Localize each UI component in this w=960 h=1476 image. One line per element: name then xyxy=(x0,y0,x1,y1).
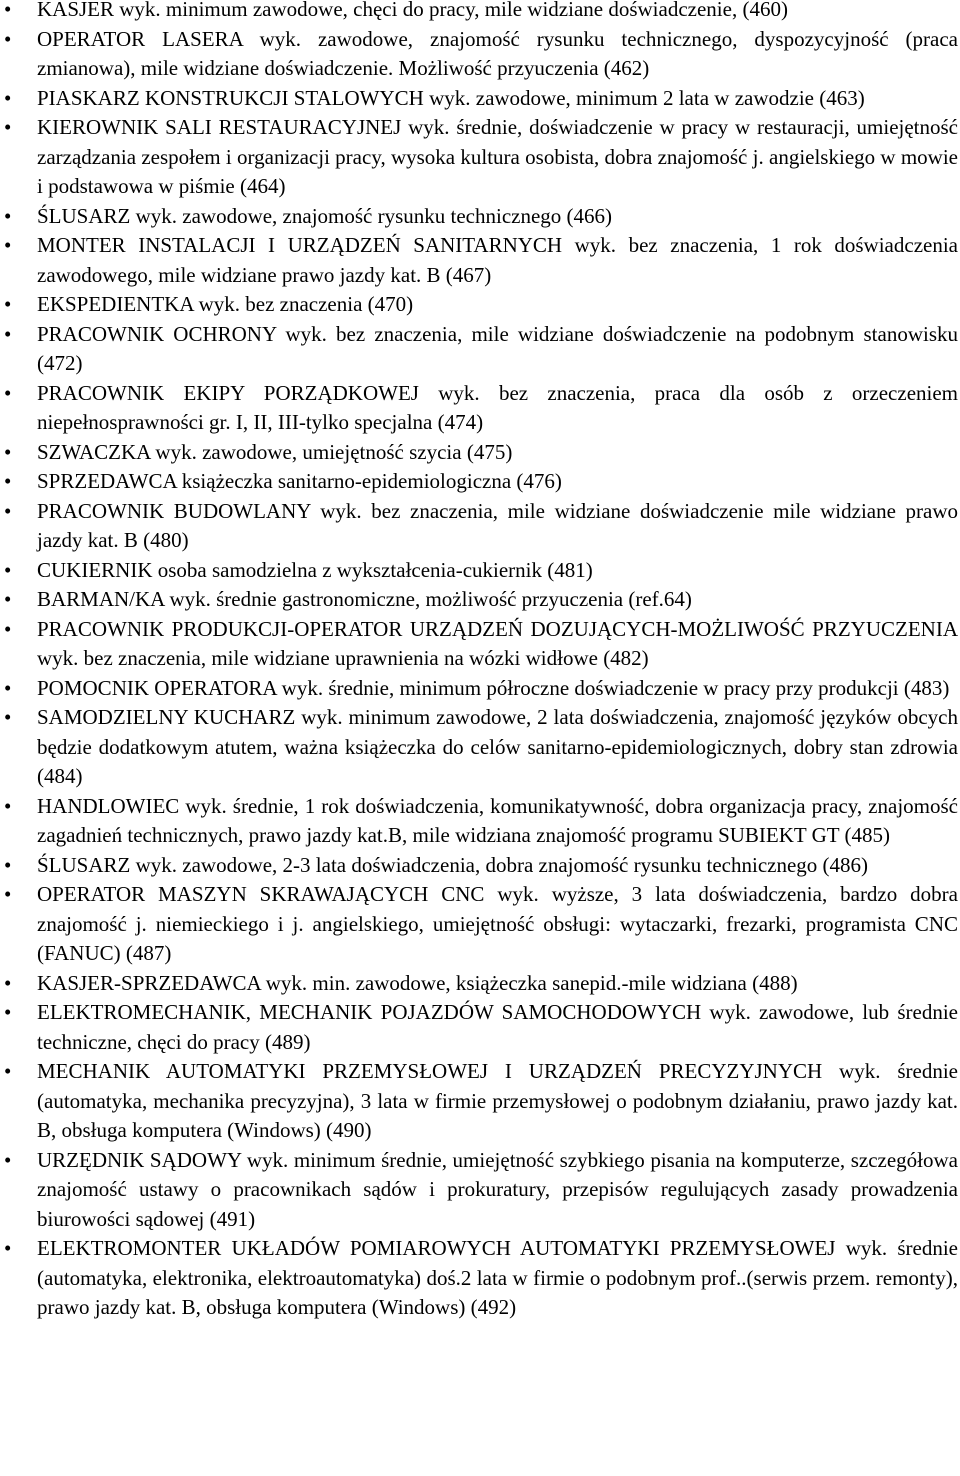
bullet-icon: • xyxy=(4,321,12,346)
bullet-icon: • xyxy=(4,970,12,995)
bullet-icon: • xyxy=(4,292,12,316)
list-item-text: SAMODZIELNY KUCHARZ wyk. minimum zawodowe, 2 lata doświadczenia, znajomość języków obcych będzie dodatkowym atutem, ważna książeczka do celów sanitarno-epidemiologicznych, dobry stan zdrowia (484) xyxy=(37,705,958,788)
list-item-text: OPERATOR MASZYN SKRAWAJĄCYCH CNC wyk. wyższe, 3 lata doświadczenia, bardzo dobra znajomość j. niemieckiego i j. angielskiego, umiejętność obsługi: wytaczarki, frezarki, programista CNC (FANUC) (487) xyxy=(37,882,958,965)
bullet-icon: • xyxy=(4,675,12,700)
list-item-text: SPRZEDAWCA książeczka sanitarno-epidemiologiczna (476) xyxy=(37,469,562,493)
bullet-icon: • xyxy=(4,439,12,464)
list-item-text: ELEKTROMECHANIK, MECHANIK POJAZDÓW SAMOCHODOWYCH wyk. zawodowe, lub średnie techniczne, chęci do pracy (489) xyxy=(37,1000,958,1054)
list-item xyxy=(0,969,960,999)
bullet-icon: • xyxy=(4,498,12,523)
list-item xyxy=(0,880,960,969)
list-item-text: ŚLUSARZ wyk. zawodowe, 2-3 lata doświadczenia, dobra znajomość rysunku technicznego (486) xyxy=(37,852,869,877)
list-item xyxy=(0,556,960,586)
list-item xyxy=(0,674,960,704)
bullet-icon: • xyxy=(4,1236,12,1260)
list-item-text: OPERATOR LASERA wyk. zawodowe, znajomość rysunku technicznego, dyspozycyjność (praca zmianowa), mile widziane doświadczenie. Możliwość przyuczenia (462) xyxy=(37,26,958,80)
list-item-text: PRACOWNIK OCHRONY wyk. bez znaczenia, mile widziane doświadczenie na podobnym stanowisku (472) xyxy=(37,321,958,375)
bullet-icon: • xyxy=(4,793,12,818)
list-item-text: PRACOWNIK PRODUKCJI-OPERATOR URZĄDZEŃ DOZUJĄCYCH-MOŻLIWOŚĆ PRZYUCZENIA wyk. bez znaczenia, mile widziane uprawnienia na wózki widłowe (482) xyxy=(37,616,958,670)
bullet-icon: • xyxy=(4,233,12,257)
list-item-text: CUKIERNIK osoba samodzielna z wykształcenia-cukiernik (481) xyxy=(37,557,593,582)
bullet-icon: • xyxy=(4,587,12,611)
list-item xyxy=(0,1234,960,1323)
list-item xyxy=(0,113,960,202)
list-item-text: POMOCNIK OPERATORA wyk. średnie, minimum półroczne doświadczenie w pracy przy produkcji (483) xyxy=(37,675,950,700)
bullet-icon: • xyxy=(4,1147,12,1172)
bullet-icon: • xyxy=(4,705,12,729)
bullet-icon: • xyxy=(4,557,12,582)
list-item-text: PIASKARZ KONSTRUKCJI STALOWYCH wyk. zawodowe, minimum 2 lata w zawodzie (463) xyxy=(37,85,865,110)
list-item xyxy=(0,231,960,290)
list-item-text: MECHANIK AUTOMATYKI PRZEMYSŁOWEJ I URZĄDZEŃ PRECYZYJNYCH wyk. średnie (automatyka, mechanika precyzyjna), 3 lata w firmie przemysłowej o podobnym działaniu, prawo jazdy kat. B, obsługa komputera (Windows) (490) xyxy=(37,1059,958,1142)
list-item-text: PRACOWNIK BUDOWLANY wyk. bez znaczenia, mile widziane doświadczenie mile widziane prawo jazdy kat. B (480) xyxy=(37,498,958,552)
list-item xyxy=(0,615,960,674)
list-item xyxy=(0,202,960,232)
list-item xyxy=(0,290,960,320)
list-item-text: URZĘDNIK SĄDOWY wyk. minimum średnie, umiejętność szybkiego pisania na komputerze, szczegółowa znajomość ustawy o pracownikach sądów i prokuratury, przepisów regulujących zasady prowadzenia biurowości sądowej (491) xyxy=(37,1147,958,1231)
list-item xyxy=(0,792,960,851)
list-item xyxy=(0,585,960,615)
list-item-text: KASJER-SPRZEDAWCA wyk. min. zawodowe, książeczka sanepid.-mile widziana (488) xyxy=(37,970,798,995)
list-item xyxy=(0,703,960,792)
bullet-icon: • xyxy=(4,85,12,110)
list-item-text: ŚLUSARZ wyk. zawodowe, znajomość rysunku technicznego (466) xyxy=(37,203,613,228)
list-item xyxy=(0,497,960,556)
bullet-icon: • xyxy=(4,469,12,493)
list-item-text: ELEKTROMONTER UKŁADÓW POMIAROWYCH AUTOMATYKI PRZEMYSŁOWEJ wyk. średnie (automatyka, elektronika, elektroautomatyka) doś.2 lata w firmie o podobnym prof..(serwis przem. remonty), prawo jazdy kat. B, obsługa komputera (Windows) (492) xyxy=(37,1236,958,1319)
list-item-text: EKSPEDIENTKA wyk. bez znaczenia (470) xyxy=(37,292,414,316)
list-item-text: KASJER wyk. minimum zawodowe, chęci do pracy, mile widziane doświadczenie, (460) xyxy=(37,0,788,21)
list-item xyxy=(0,467,960,497)
list-item xyxy=(0,25,960,84)
bullet-icon: • xyxy=(4,1000,12,1024)
list-item-text: KIEROWNIK SALI RESTAURACYJNEJ wyk. średnie, doświadczenie w pracy w restauracji, umiejętność zarządzania zespołem i organizacji pracy, wysoka kultura osobista, dobra znajomość j. angielskiego w mowie i podstawowa w piśmie (464) xyxy=(37,115,958,198)
list-item-text: PRACOWNIK EKIPY PORZĄDKOWEJ wyk. bez znaczenia, praca dla osób z orzeczeniem niepełnosprawności gr. I, II, III-tylko specjalna (474) xyxy=(37,380,958,434)
bullet-icon: • xyxy=(4,0,12,21)
bullet-icon: • xyxy=(4,882,12,906)
list-item xyxy=(0,0,960,25)
list-item xyxy=(0,84,960,114)
bullet-icon: • xyxy=(4,115,12,139)
list-item xyxy=(0,1146,960,1235)
list-item xyxy=(0,320,960,379)
bullet-icon: • xyxy=(4,203,12,228)
list-item xyxy=(0,998,960,1057)
bullet-icon: • xyxy=(4,852,12,877)
list-item-text: MONTER INSTALACJI I URZĄDZEŃ SANITARNYCH wyk. bez znaczenia, 1 rok doświadczenia zawodowego, mile widziane prawo jazdy kat. B (467) xyxy=(37,233,958,287)
list-item xyxy=(0,438,960,468)
bullet-icon: • xyxy=(4,26,12,51)
list-item-text: SZWACZKA wyk. zawodowe, umiejętność szycia (475) xyxy=(37,439,513,464)
list-item-text: HANDLOWIEC wyk. średnie, 1 rok doświadczenia, komunikatywność, dobra organizacja pracy, znajomość zagadnień technicznych, prawo jazdy kat.B, mile widziana znajomość programu SUBIEKT GT (485) xyxy=(37,793,958,847)
list-item xyxy=(0,379,960,438)
bullet-icon: • xyxy=(4,380,12,405)
list-item xyxy=(0,1057,960,1146)
bullet-icon: • xyxy=(4,1059,12,1083)
list-item xyxy=(0,851,960,881)
bullet-icon: • xyxy=(4,616,12,641)
list-item-text: BARMAN/KA wyk. średnie gastronomiczne, możliwość przyuczenia (ref.64) xyxy=(37,587,692,611)
